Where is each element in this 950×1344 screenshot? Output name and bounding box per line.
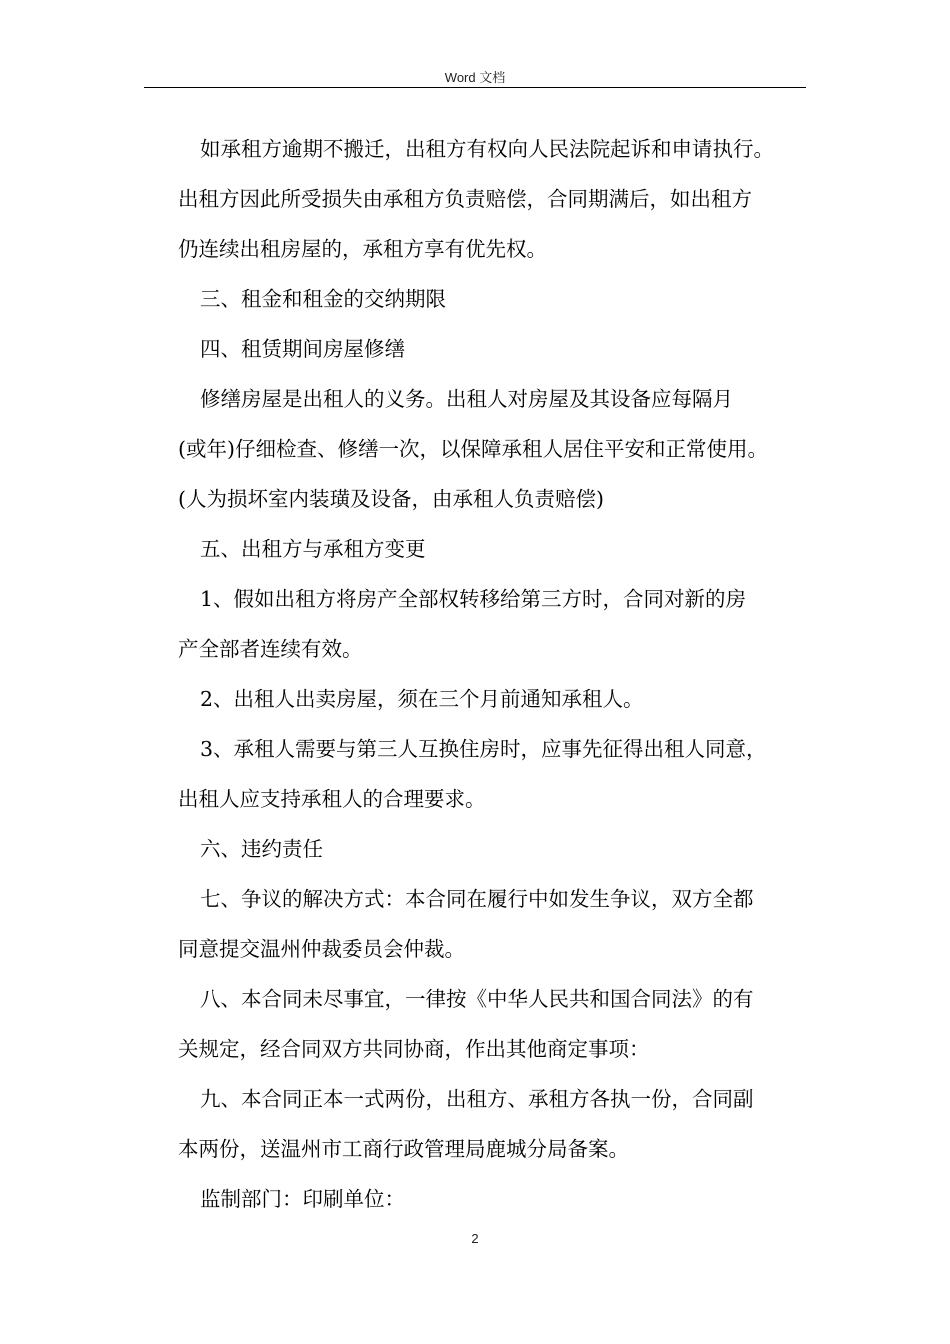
page-header: Word 文档 [444,70,506,85]
paragraph-line: 八、本合同未尽事宜，一律按《中华人民共和国合同法》的有 [200,987,754,1011]
paragraph-line: 本两份，送温州市工商行政管理局鹿城分局备案。 [178,1137,629,1161]
page-number: 2 [471,1231,479,1246]
paragraph-line: 2、出租人出卖房屋，须在三个月前通知承租人。 [200,687,644,711]
paragraph-line: 产全部者连续有效。 [178,637,363,661]
paragraph-line: 出租人应支持承租人的合理要求。 [178,787,486,811]
paragraph-line: 3、承租人需要与第三人互换住房时，应事先征得出租人同意， [200,737,767,761]
paragraph-line: 关规定，经合同双方共同协商，作出其他商定事项： [178,1037,650,1061]
paragraph-line: (人为损坏室内装璜及设备，由承租人负责赔偿) [178,487,604,511]
section-heading: 三、租金和租金的交纳期限 [200,287,446,311]
paragraph-line: 1、假如出租方将房产全部权转移给第三方时，合同对新的房 [200,587,747,611]
paragraph-line: 监制部门：印刷单位： [200,1187,405,1211]
header-divider [144,87,806,88]
section-heading: 五、出租方与承租方变更 [200,537,426,561]
paragraph-line: 九、本合同正本一式两份，出租方、承租方各执一份，合同副 [200,1087,754,1111]
paragraph-line: 仍连续出租房屋的，承租方享有优先权。 [178,237,547,261]
paragraph-line: (或年)仔细检查、修缮一次，以保障承租人居住平安和正常使用。 [178,437,768,461]
paragraph-line: 出租方因此所受损失由承租方负责赔偿，合同期满后，如出租方 [178,187,752,211]
paragraph-line: 同意提交温州仲裁委员会仲裁。 [178,937,465,961]
section-heading: 四、租赁期间房屋修缮 [200,337,405,361]
paragraph-line: 如承租方逾期不搬迁，出租方有权向人民法院起诉和申请执行。 [200,137,774,161]
paragraph-line: 七、争议的解决方式：本合同在履行中如发生争议，双方全都 [200,887,754,911]
section-heading: 六、违约责任 [200,837,323,861]
paragraph-line: 修缮房屋是出租人的义务。出租人对房屋及其设备应每隔月 [200,387,733,411]
